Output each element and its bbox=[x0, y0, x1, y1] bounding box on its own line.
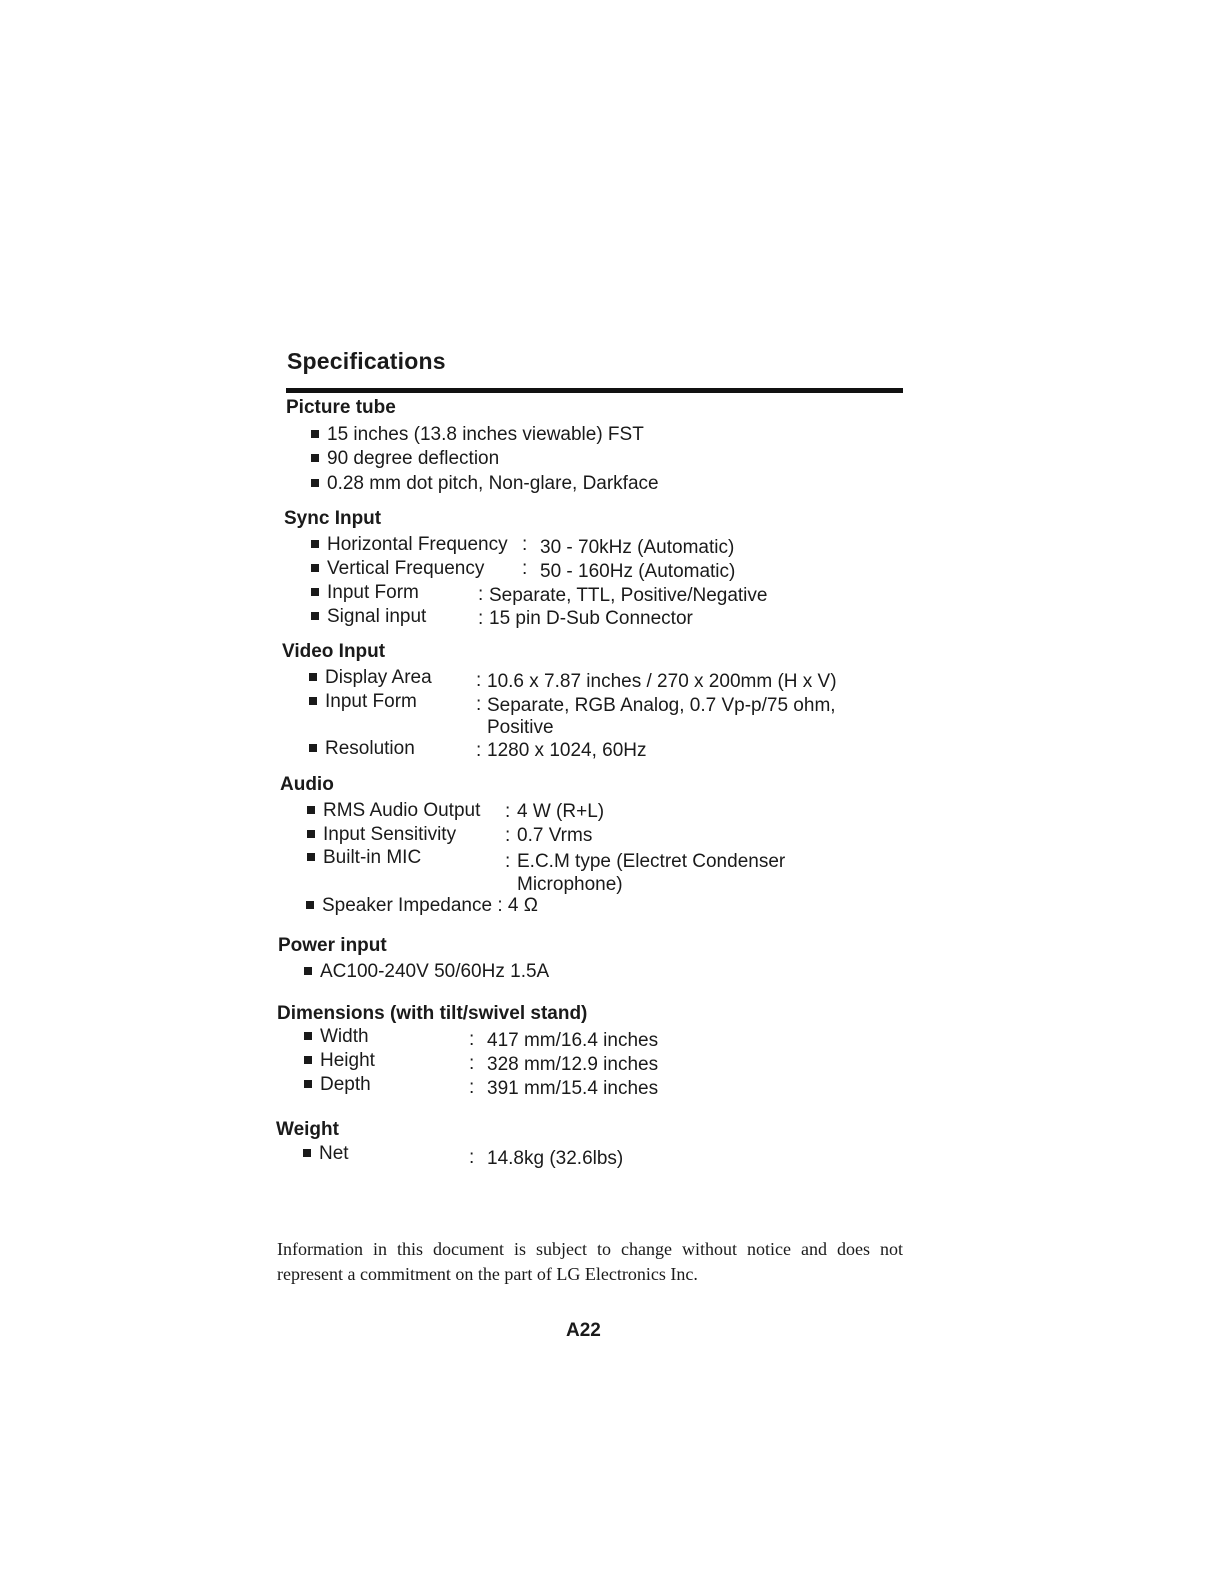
bullet-icon bbox=[304, 1032, 312, 1040]
colon: : bbox=[469, 1147, 475, 1168]
spec-label: Net bbox=[303, 1142, 349, 1165]
bullet-icon bbox=[307, 853, 315, 861]
page-number: A22 bbox=[566, 1320, 601, 1341]
spec-label: Built-in MIC bbox=[307, 846, 421, 869]
speaker-impedance: Speaker Impedance : 4 Ω bbox=[306, 894, 538, 917]
bullet-icon bbox=[311, 588, 319, 596]
spec-label: Resolution bbox=[309, 737, 415, 760]
bullet-icon bbox=[304, 1080, 312, 1088]
spec-label: Height bbox=[304, 1049, 375, 1072]
bullet-icon bbox=[311, 564, 319, 572]
spec-value: 0.7 Vrms bbox=[517, 825, 593, 846]
bullet-icon bbox=[304, 967, 312, 975]
colon: : bbox=[476, 694, 482, 715]
spec-value: 10.6 x 7.87 inches / 270 x 200mm (H x V) bbox=[487, 671, 837, 692]
spec-value: E.C.M type (Electret Condenser bbox=[517, 851, 786, 872]
colon: : bbox=[476, 670, 482, 691]
weight-heading: Weight bbox=[276, 1119, 339, 1140]
bullet-icon bbox=[307, 806, 315, 814]
spec-label: Input Sensitivity bbox=[307, 823, 456, 846]
bullet-icon bbox=[311, 612, 319, 620]
colon: : bbox=[478, 584, 484, 605]
list-item: 15 inches (13.8 inches viewable) FST bbox=[311, 423, 644, 446]
spec-value: 15 pin D-Sub Connector bbox=[489, 608, 693, 629]
title-rule bbox=[286, 388, 903, 393]
list-item: 0.28 mm dot pitch, Non-glare, Darkface bbox=[311, 472, 659, 495]
colon: : bbox=[505, 851, 511, 872]
colon: : bbox=[522, 534, 528, 555]
spec-label: Signal input bbox=[311, 605, 426, 628]
spec-label: Horizontal Frequency bbox=[311, 533, 508, 556]
bullet-icon bbox=[309, 673, 317, 681]
colon: : bbox=[469, 1053, 475, 1074]
power-input-heading: Power input bbox=[278, 935, 387, 956]
spec-value: 4 Ω bbox=[507, 895, 538, 916]
dimensions-heading: Dimensions (with tilt/swivel stand) bbox=[277, 1003, 588, 1024]
spec-value: 50 - 160Hz (Automatic) bbox=[540, 561, 736, 582]
bullet-icon bbox=[307, 830, 315, 838]
spec-value: 391 mm/15.4 inches bbox=[487, 1078, 659, 1099]
spec-label: Input Form bbox=[309, 690, 417, 713]
spec-value-continued: Microphone) bbox=[517, 874, 623, 895]
spec-label: Input Form bbox=[311, 581, 419, 604]
spec-value: Separate, TTL, Positive/Negative bbox=[489, 585, 768, 606]
colon: : bbox=[505, 825, 511, 846]
bullet-icon bbox=[309, 744, 317, 752]
picture-tube-heading: Picture tube bbox=[286, 397, 396, 418]
bullet-icon bbox=[306, 901, 314, 909]
spec-label: Display Area bbox=[309, 666, 432, 689]
colon: : bbox=[522, 558, 528, 579]
spec-value: 417 mm/16.4 inches bbox=[487, 1030, 659, 1051]
bullet-icon bbox=[311, 454, 319, 462]
spec-value: 1280 x 1024, 60Hz bbox=[487, 740, 647, 761]
colon: : bbox=[478, 608, 484, 629]
video-input-heading: Video Input bbox=[282, 641, 386, 662]
spec-value: 328 mm/12.9 inches bbox=[487, 1054, 659, 1075]
spec-label: Width bbox=[304, 1025, 369, 1048]
bullet-icon bbox=[304, 1056, 312, 1064]
list-item: AC100-240V 50/60Hz 1.5A bbox=[304, 960, 549, 983]
bullet-icon bbox=[311, 540, 319, 548]
bullet-icon bbox=[303, 1149, 311, 1157]
spec-value-continued: Positive bbox=[487, 717, 554, 738]
disclaimer-notice: Information in this document is subject to change without notice and does not represent a commitment on the part of LG Electronics Inc. bbox=[277, 1239, 903, 1284]
colon: : bbox=[497, 895, 503, 916]
spec-label: Depth bbox=[304, 1073, 371, 1096]
spec-value: 30 - 70kHz (Automatic) bbox=[540, 537, 735, 558]
bullet-icon bbox=[311, 430, 319, 438]
spec-value: 4 W (R+L) bbox=[517, 801, 605, 822]
audio-heading: Audio bbox=[280, 774, 334, 795]
colon: : bbox=[469, 1029, 475, 1050]
spec-value: 14.8kg (32.6lbs) bbox=[487, 1148, 624, 1169]
bullet-icon bbox=[309, 697, 317, 705]
bullet-icon bbox=[311, 479, 319, 487]
colon: : bbox=[469, 1077, 475, 1098]
spec-label: RMS Audio Output bbox=[307, 799, 480, 822]
colon: : bbox=[476, 740, 482, 761]
page-title: Specifications bbox=[287, 348, 446, 374]
spec-value: Separate, RGB Analog, 0.7 Vp-p/75 ohm, bbox=[487, 695, 836, 716]
list-item: 90 degree deflection bbox=[311, 447, 499, 470]
spec-label: Vertical Frequency bbox=[311, 557, 484, 580]
colon: : bbox=[505, 801, 511, 822]
sync-input-heading: Sync Input bbox=[284, 508, 382, 529]
